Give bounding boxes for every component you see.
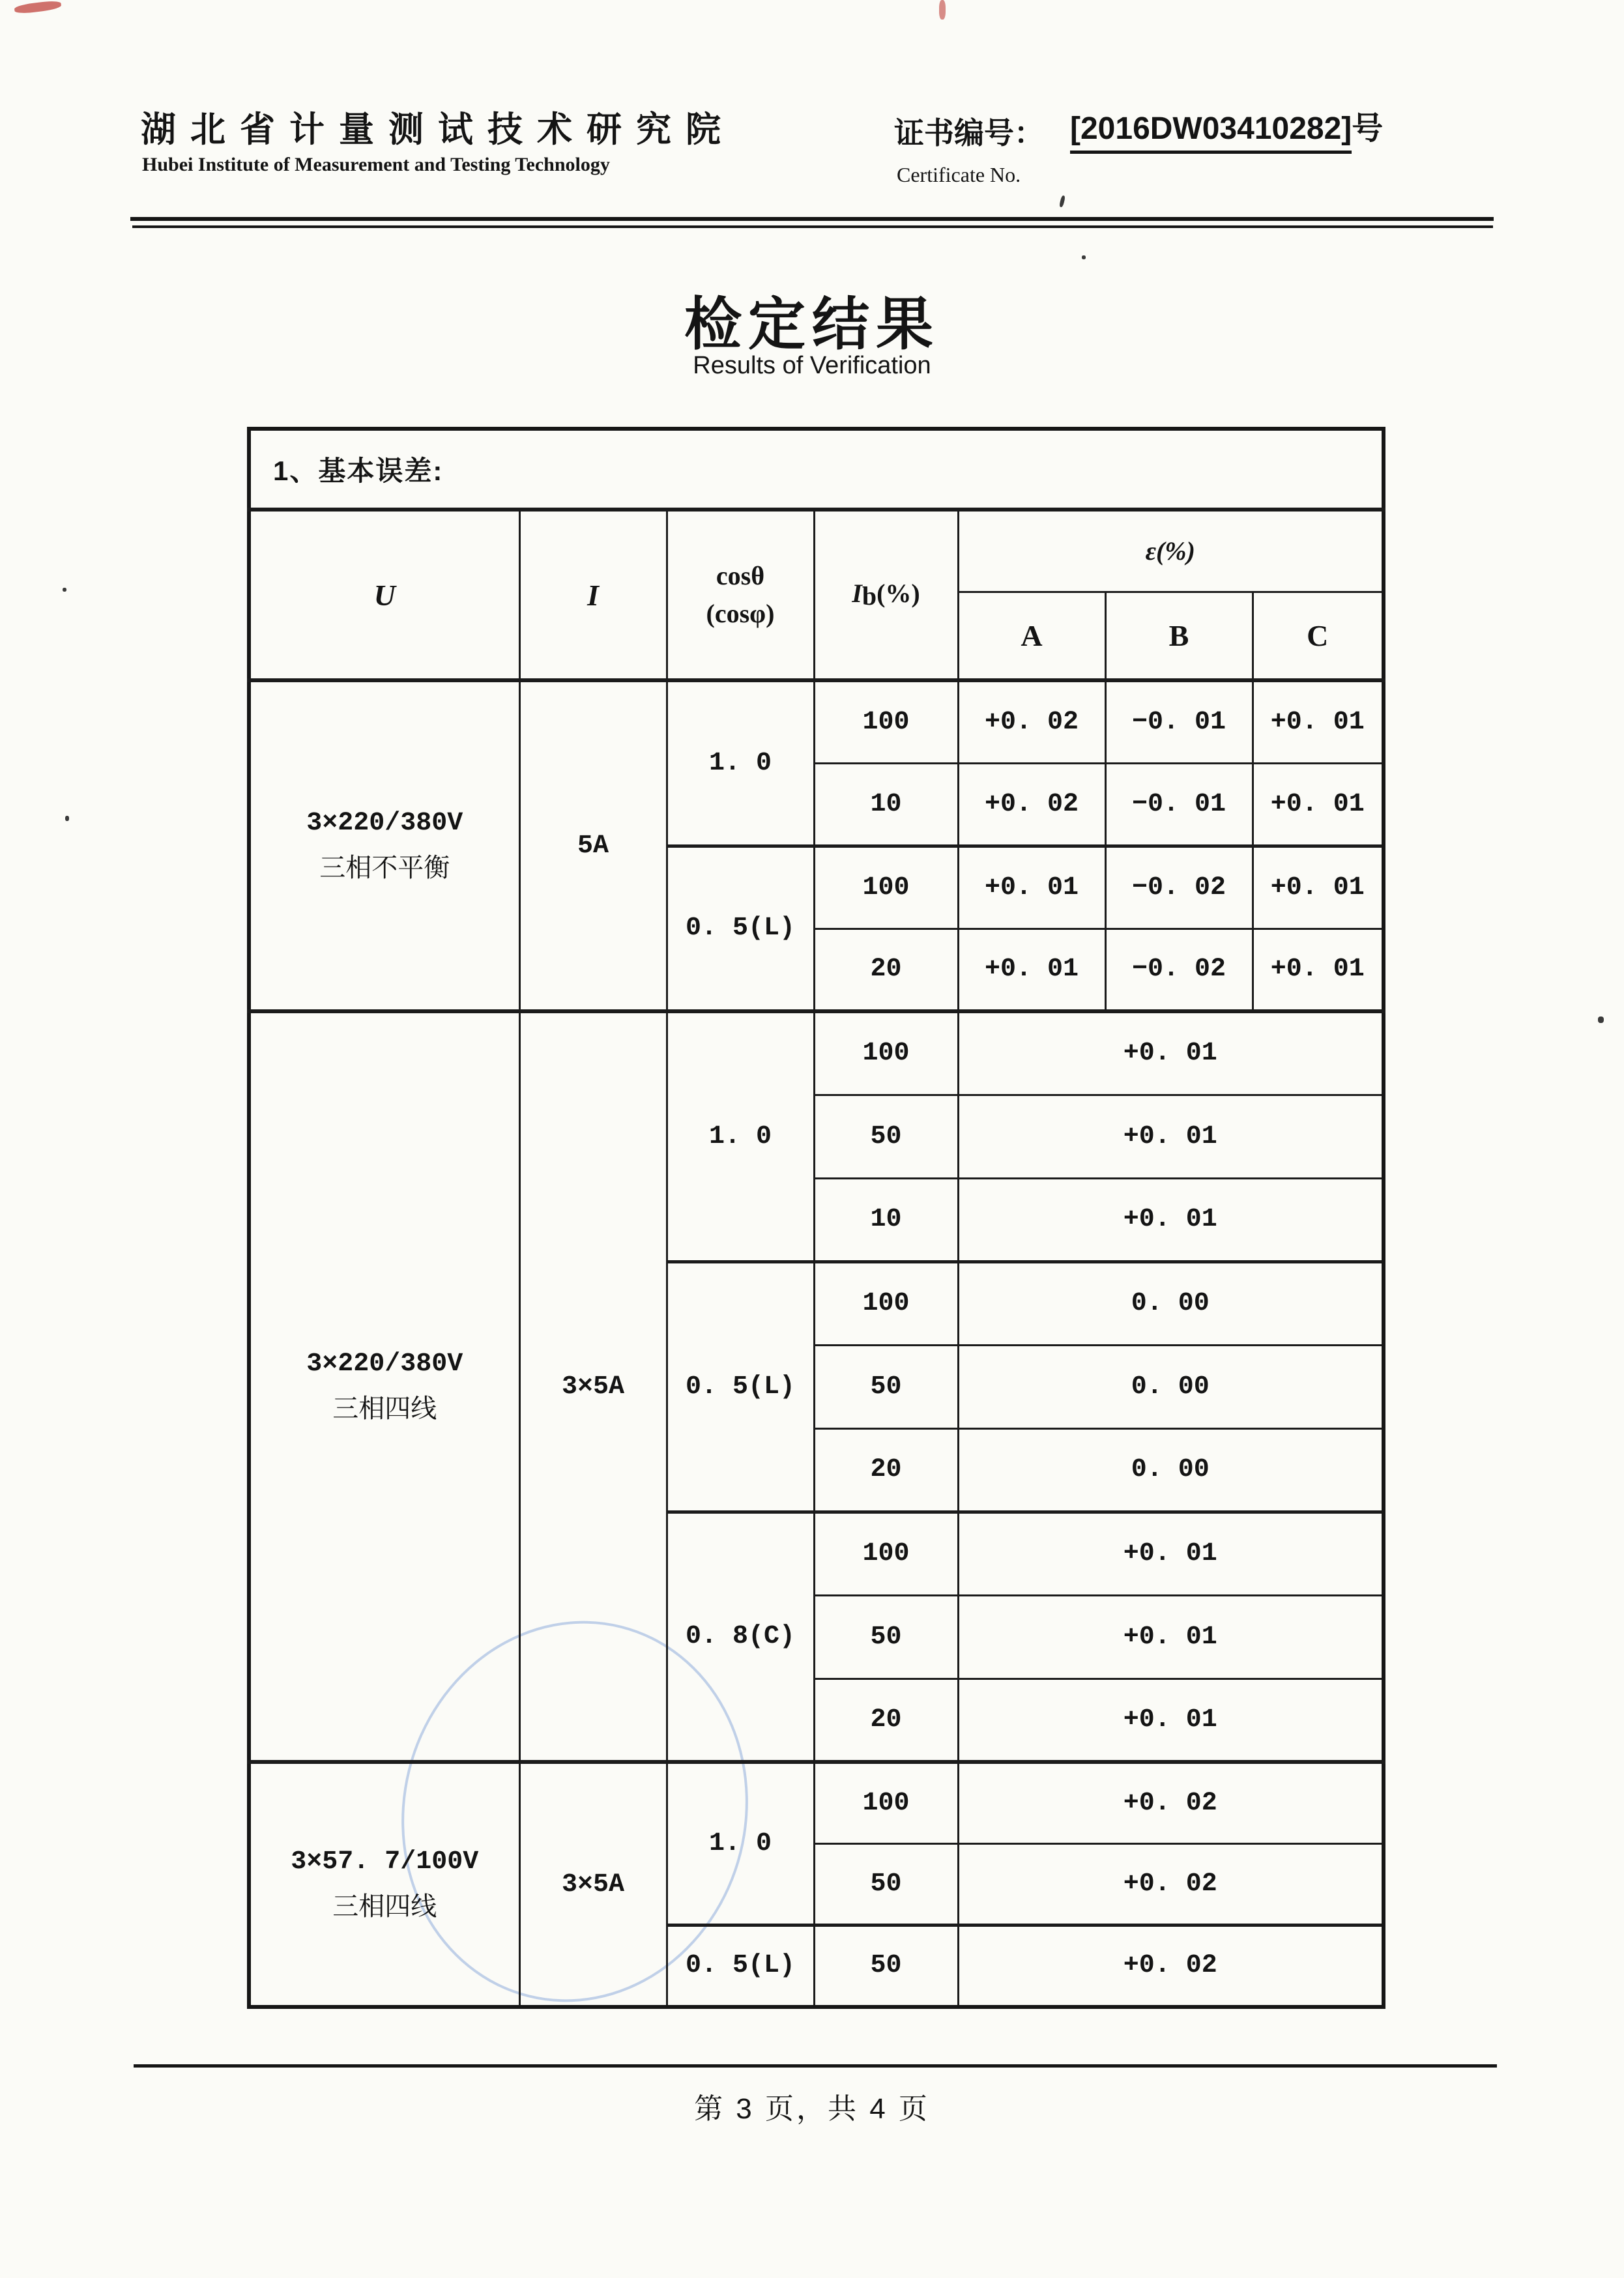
error-a-value: +0. 01 (984, 872, 1079, 902)
ib-cell (814, 1925, 958, 2007)
col-header-phase-a (958, 592, 1105, 680)
ib-cell (814, 1595, 958, 1679)
institute-name-en: Hubei Institute of Measurement and Testing Technology (142, 154, 610, 175)
ib-cell (814, 1428, 958, 1512)
cos-cell (667, 680, 814, 846)
error-merged-value: +0. 02 (1123, 1788, 1217, 1818)
error-a-value: +0. 02 (984, 707, 1079, 737)
error-a-cell (958, 763, 1105, 846)
scan-speck (1598, 1016, 1604, 1023)
ib-cell (814, 1262, 958, 1345)
footer-divider-line (134, 2064, 1497, 2068)
col-header-ib (814, 510, 958, 680)
ib-cell (814, 1843, 958, 1925)
cos-cell (667, 1262, 814, 1512)
ib-value: 20 (870, 1455, 902, 1484)
page-number: 第 3 页，共 4 页 (694, 2093, 930, 2125)
error-c-cell (1253, 680, 1384, 763)
ib-value: 50 (870, 1372, 902, 1402)
certificate-no-label-cn: 证书编号： (894, 116, 1044, 150)
error-merged-cell (958, 1762, 1384, 1843)
table-header-row (249, 510, 1384, 592)
error-merged-value: +0. 02 (1123, 1869, 1217, 1899)
scan-artifact-red-tick (939, 0, 946, 20)
error-merged-value: 0. 00 (1131, 1455, 1210, 1484)
page-title-cn: 检定结果 (684, 292, 940, 356)
u-cell (249, 680, 519, 1011)
i-value: 3×5A (561, 1372, 624, 1402)
page-title-en: Results of Verification (693, 352, 931, 379)
error-c-value: +0. 01 (1270, 872, 1365, 902)
ib-value: 50 (870, 1622, 902, 1652)
error-merged-cell (958, 1428, 1384, 1512)
error-merged-value: 0. 00 (1131, 1372, 1210, 1402)
error-c-value: +0. 01 (1270, 707, 1365, 737)
error-b-value: −0. 02 (1131, 872, 1226, 902)
header-divider-line-bottom (132, 225, 1493, 228)
error-merged-cell (958, 1178, 1384, 1262)
cos-cell (667, 1011, 814, 1262)
error-c-value: +0. 01 (1270, 955, 1365, 985)
ib-value: 100 (862, 1539, 910, 1568)
error-merged-value: +0. 01 (1123, 1205, 1217, 1234)
ib-value: 100 (862, 1788, 910, 1818)
error-merged-value: +0. 01 (1123, 1121, 1217, 1151)
i-value: 5A (577, 831, 609, 861)
table-row (249, 680, 1384, 763)
cos-value: 1. 0 (708, 1121, 772, 1151)
table-row (249, 1762, 1384, 1843)
phase-c-label: C (1307, 618, 1329, 652)
section-label: 1、基本误差: (249, 429, 1384, 510)
ib-percent: (%) (877, 578, 920, 608)
col-header-i (519, 510, 667, 680)
table-row (249, 429, 1384, 510)
error-merged-value: +0. 01 (1123, 1039, 1217, 1069)
error-merged-value: +0. 01 (1123, 1622, 1217, 1652)
cos-value: 0. 5(L) (685, 1372, 796, 1402)
u-cell (249, 1762, 519, 2007)
cos-value: 0. 5(L) (685, 914, 796, 944)
error-b-cell (1105, 846, 1253, 929)
ib-cell (814, 846, 958, 929)
col-header-cos (667, 510, 814, 680)
error-c-value: +0. 01 (1270, 789, 1365, 819)
error-a-value: +0. 01 (984, 955, 1079, 985)
ib-value: 100 (862, 1289, 910, 1318)
i-cell (519, 1762, 667, 2007)
certificate-number (1070, 103, 1383, 154)
error-merged-cell (958, 1345, 1384, 1428)
col-header-cos-line1: cosθ (716, 561, 765, 590)
error-b-cell (1105, 680, 1253, 763)
error-b-value: −0. 01 (1131, 707, 1226, 737)
error-b-cell (1105, 763, 1253, 846)
i-value: 3×5A (561, 1869, 624, 1899)
error-merged-cell (958, 1262, 1384, 1345)
u-line1: 3×220/380V (306, 1349, 463, 1379)
phase-a-label: A (1021, 618, 1043, 652)
error-a-value: +0. 02 (984, 789, 1079, 819)
institute-name-cn: 湖北省计量测试技术研究院 (141, 110, 735, 149)
ib-value: 50 (870, 1121, 902, 1151)
scan-speck (1059, 195, 1066, 208)
ib-cell (814, 1679, 958, 1762)
ib-value: 100 (862, 1039, 910, 1069)
error-c-cell (1253, 763, 1384, 846)
error-a-cell (958, 680, 1105, 763)
ib-value: 20 (870, 955, 902, 985)
certificate-number-underlined: [2016DW03410282] (1070, 111, 1352, 154)
col-header-phase-c (1253, 592, 1384, 680)
col-header-u (249, 510, 519, 680)
ib-value: 100 (862, 872, 910, 902)
col-header-cos-line2: (cosφ) (706, 599, 775, 628)
ib-cell (814, 763, 958, 846)
scan-artifact-red-streak (14, 0, 61, 14)
u-line2: 三相四线 (332, 1394, 437, 1423)
error-a-cell (958, 929, 1105, 1011)
error-merged-value: 0. 00 (1131, 1289, 1210, 1318)
certificate-no-label-en: Certificate No. (897, 163, 1021, 186)
ib-cell (814, 680, 958, 763)
header-divider-line-top (130, 217, 1494, 221)
error-c-cell (1253, 929, 1384, 1011)
u-line2: 三相不平衡 (319, 854, 450, 882)
ib-value: 100 (862, 707, 910, 737)
scan-speck (63, 588, 66, 592)
error-merged-cell (958, 1925, 1384, 2007)
ib-value: 50 (870, 1869, 902, 1899)
u-cell (249, 1011, 519, 1762)
cos-value: 0. 5(L) (685, 1951, 796, 1981)
col-header-epsilon (958, 510, 1384, 592)
error-merged-cell (958, 1512, 1384, 1595)
error-c-cell (1253, 846, 1384, 929)
scan-speck (1082, 255, 1086, 259)
error-merged-cell (958, 1011, 1384, 1095)
cos-value: 1. 0 (708, 1828, 772, 1858)
table-row (249, 1011, 1384, 1095)
ib-cell (814, 1095, 958, 1178)
verification-results-table (247, 427, 1385, 2009)
ib-value: 20 (870, 1705, 902, 1735)
ib-value: 10 (870, 789, 902, 819)
ib-cell (814, 1512, 958, 1595)
error-merged-cell (958, 1595, 1384, 1679)
scan-speck (65, 816, 69, 821)
certificate-number-suffix: 号 (1352, 111, 1384, 146)
cos-cell (667, 1512, 814, 1762)
phase-b-label: B (1168, 618, 1189, 652)
cos-cell (667, 1925, 814, 2007)
error-merged-cell (958, 1679, 1384, 1762)
ib-cell (814, 1178, 958, 1262)
ib-cell (814, 1345, 958, 1428)
error-merged-value: +0. 01 (1123, 1539, 1217, 1568)
cos-value: 1. 0 (708, 748, 772, 778)
error-merged-value: +0. 02 (1123, 1951, 1217, 1981)
epsilon-label: ε(%) (1145, 536, 1195, 566)
col-header-i-label: I (587, 578, 599, 612)
col-header-u-label: U (373, 578, 396, 612)
cos-cell (667, 1762, 814, 1925)
i-cell (519, 680, 667, 1011)
ib-value: 50 (870, 1951, 902, 1981)
error-merged-cell (958, 1095, 1384, 1178)
ib-cell (814, 1762, 958, 1843)
ib-cell (814, 929, 958, 1011)
i-cell (519, 1011, 667, 1762)
error-merged-value: +0. 01 (1123, 1705, 1217, 1735)
ib-subscript: b (862, 581, 877, 611)
cos-value: 0. 8(C) (685, 1622, 796, 1652)
error-b-value: −0. 02 (1131, 955, 1226, 985)
error-b-cell (1105, 929, 1253, 1011)
error-b-value: −0. 01 (1131, 789, 1226, 819)
u-line1: 3×220/380V (306, 809, 463, 838)
error-merged-cell (958, 1843, 1384, 1925)
u-line2: 三相四线 (332, 1892, 437, 1921)
u-line1: 3×57. 7/100V (291, 1847, 479, 1877)
error-a-cell (958, 846, 1105, 929)
col-header-phase-b (1105, 592, 1253, 680)
ib-cell (814, 1011, 958, 1095)
cos-cell (667, 846, 814, 1011)
ib-symbol: I (852, 578, 862, 608)
ib-value: 10 (870, 1205, 902, 1234)
